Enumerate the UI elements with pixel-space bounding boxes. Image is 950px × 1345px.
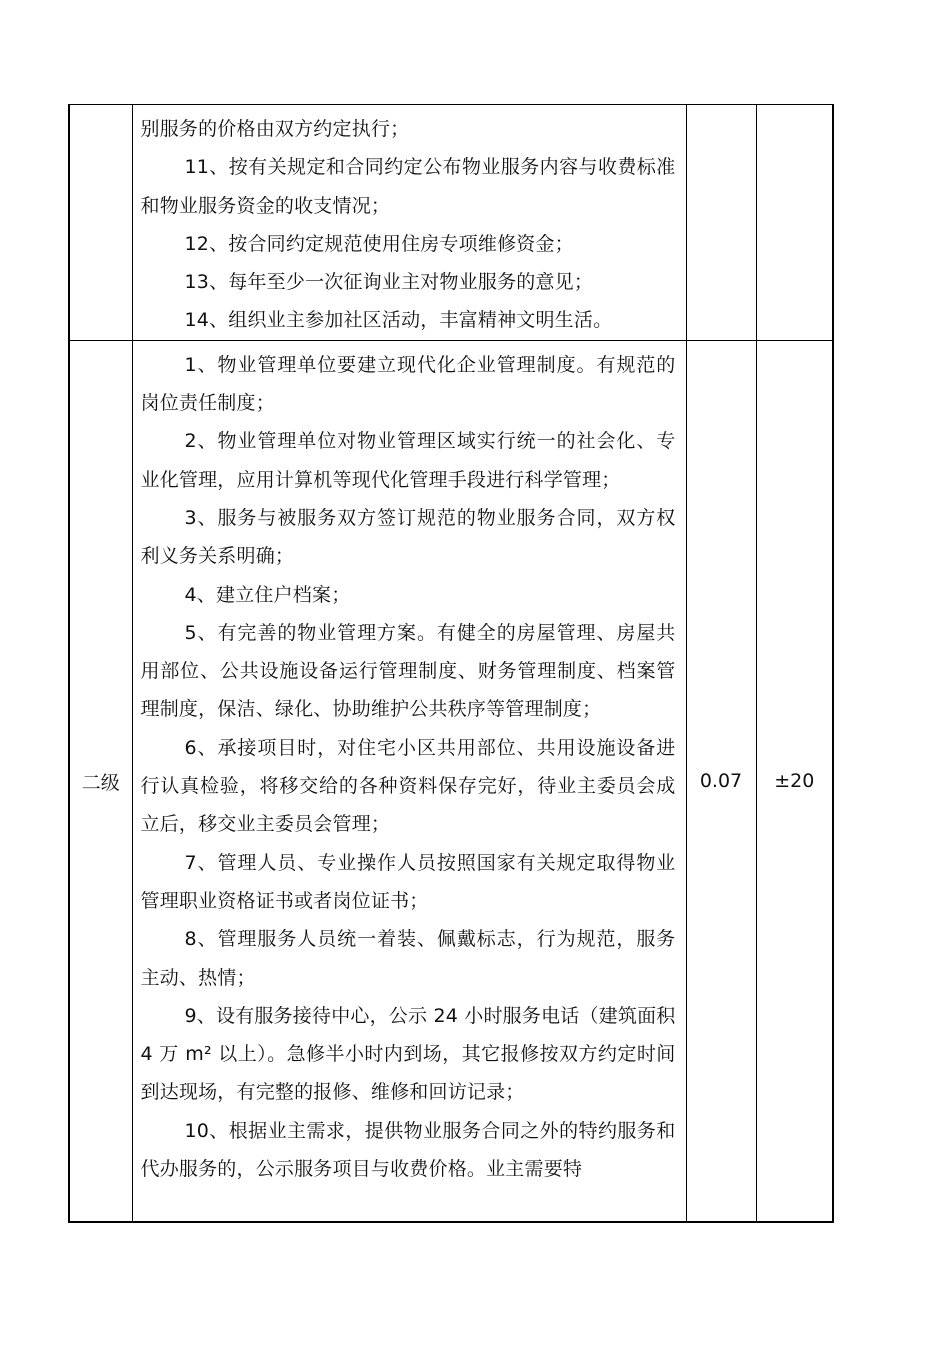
level-cell: 二级 (69, 340, 132, 1222)
standards-table (68, 104, 834, 1223)
paragraph-list (133, 341, 686, 1189)
table-row (69, 340, 833, 1222)
list-item: 14、组织业主参加社区活动，丰富精神文明生活。 (184, 309, 613, 332)
list-item: 2、物业管理单位对物业管理区域实行统一的社会化、专业化管理，应用计算机等现代化管理手段进行科学管理； (140, 430, 676, 491)
table-row (69, 105, 833, 341)
content-cell (132, 105, 686, 341)
paragraph-list (133, 105, 686, 340)
list-item: 3、服务与被服务双方签订规范的物业服务合同，双方权利义务关系明确； (140, 506, 676, 568)
list-item: 5、有完善的物业管理方案。有健全的房屋管理、房屋共用部位、公共设施设备运行管理制度、财务管理制度、档案管理制度，保洁、绿化、协助维护公共秩序等管理制度； (140, 621, 676, 721)
level-cell (69, 105, 132, 341)
list-item: 别服务的价格由双方约定执行； (140, 118, 410, 140)
range-cell (756, 105, 833, 341)
range-cell: ±20 (756, 340, 833, 1222)
list-item: 9、设有服务接待中心，公示 24 小时服务电话（建筑面积 4 万 m² 以上）。急修半小时内到场，其它报修按双方约定时间到达现场，有完整的报修、维修和回访记录； (140, 1004, 676, 1104)
list-item: 11、按有关规定和合同约定公布物业服务内容与收费标准和物业服务资金的收支情况； (140, 156, 676, 217)
list-item: 6、承接项目时，对住宅小区共用部位、共用设施设备进行认真检验，将移交给的各种资料保存完好，待业主委员会成立后，移交业主委员会管理； (140, 736, 676, 836)
content-cell (132, 340, 686, 1222)
list-item: 10、根据业主需求，提供物业服务合同之外的特约服务和代办服务的，公示服务项目与收费价格。业主需要特 (140, 1119, 676, 1181)
list-item: 1、物业管理单位要建立现代化企业管理制度。有规范的岗位责任制度； (140, 353, 676, 415)
coefficient-cell (686, 105, 756, 341)
coefficient-cell: 0.07 (686, 340, 756, 1222)
list-item: 8、管理服务人员统一着装、佩戴标志，行为规范，服务主动、热情； (140, 928, 676, 989)
list-item: 13、每年至少一次征询业主对物业服务的意见； (184, 271, 594, 294)
list-item: 12、按合同约定规范使用住房专项维修资金； (184, 232, 574, 255)
list-item: 7、管理人员、专业操作人员按照国家有关规定取得物业管理职业资格证书或者岗位证书； (140, 851, 676, 912)
list-item: 4、建立住户档案； (184, 583, 351, 606)
